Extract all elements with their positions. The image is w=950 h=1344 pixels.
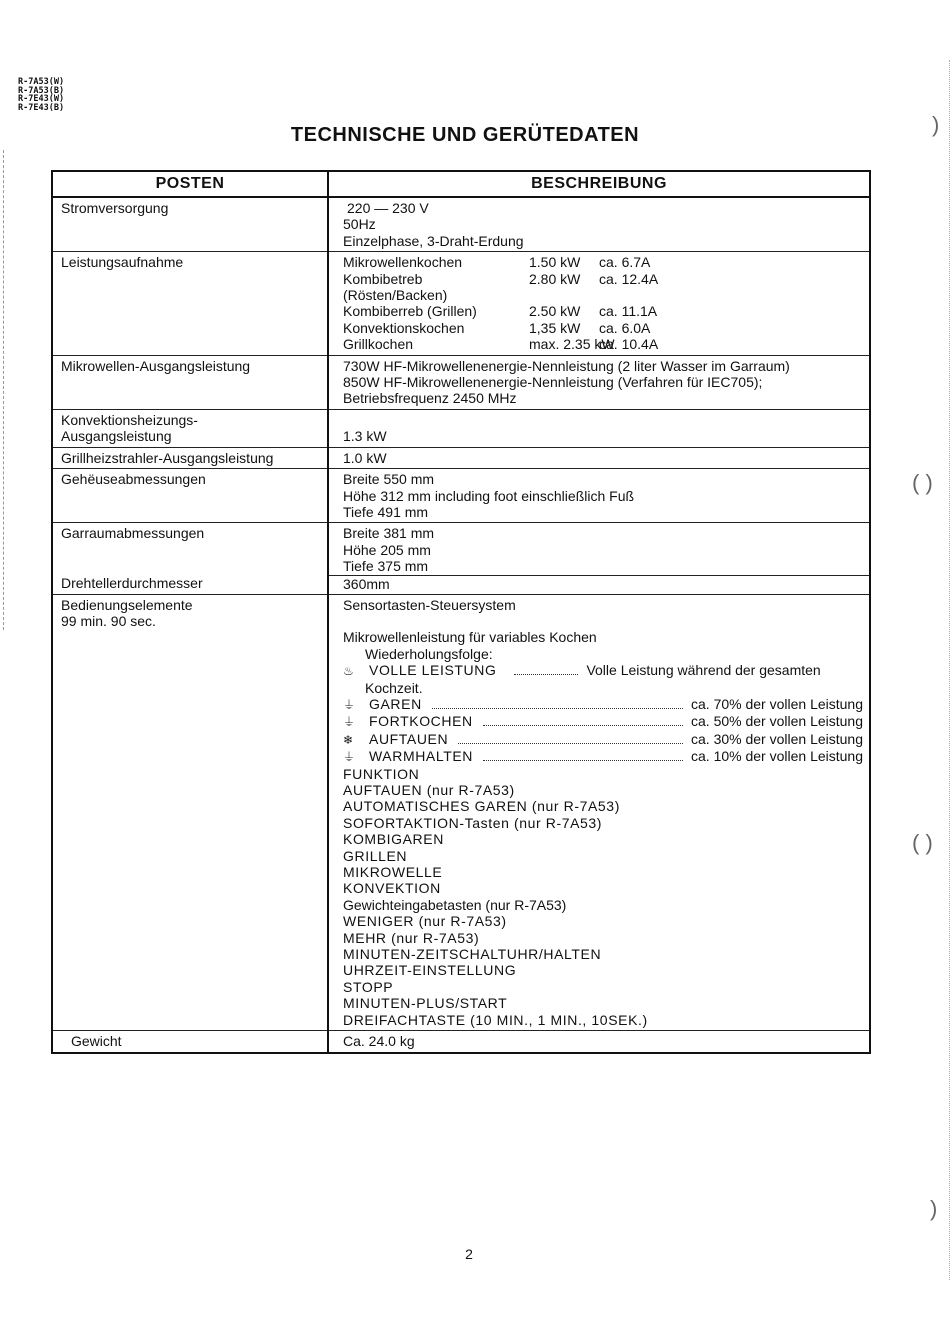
value-line: Mikrowellenleistung für variables Kochen [343,629,597,646]
power-mode: Kombiberreb (Grillen) [343,303,477,320]
row-value [328,197,870,252]
page-number: 2 [465,1246,473,1262]
power-kw: 2.80 kW [529,270,581,287]
power-level [343,713,863,730]
power-kw: 2.50 kW [529,303,581,320]
power-mode: Mikrowellenkochen [343,254,463,271]
level-desc: Volle Leistung während der gesamten [586,662,821,679]
level-desc: ca. 30% der vollen Leistung [691,730,863,747]
function-item: GRILLEN [343,847,408,864]
dot-leader [458,743,683,744]
power-row [343,303,863,319]
function-item: STOPP [343,978,394,995]
label-line: Drehtellerdurchmesser [61,574,203,591]
power-row [343,254,863,270]
spec-table [51,170,871,1054]
level-desc: ca. 50% der vollen Leistung [691,713,863,730]
level-desc: ca. 70% der vollen Leistung [691,695,863,712]
value-line: Breite 550 mm [343,471,435,488]
table-row [52,1031,870,1053]
power-row [343,336,863,352]
scan-edge-marks [943,60,950,1280]
function-item: KOMBIGAREN [343,831,444,848]
label-line: Bedienungselemente [61,596,193,613]
power-row [343,287,863,303]
model-number: R-7A53(B) [18,85,65,96]
label-line: 99 min. 90 sec. [61,613,156,630]
table-row [52,594,870,1030]
function-item: FUNKTION [343,765,420,782]
power-kw: 1.50 kW [529,254,581,271]
value-line: Höhe 312 mm including foot einschließlich Fuß [343,487,635,504]
power-mode: Grillkochen [343,336,414,353]
function-item: DREIFACHTASTE (10 MIN., 1 MIN., 10SEK.) [343,1011,648,1028]
level-label: AUFTAUEN [369,730,449,747]
function-item: AUTOMATISCHES GAREN (nur R-7A53) [343,798,620,815]
power-row [343,271,863,287]
row-label: Mikrowellen-Ausgangsleistung [52,355,328,409]
value-line: 1.3 kW [343,427,387,444]
cook-icon: ⏚ [343,697,356,712]
value-line: Wiederholungsfolge: [365,645,493,662]
value-line: Höhe 205 mm [343,541,431,558]
table-header-row [52,171,870,197]
model-numbers [18,78,64,112]
power-level [343,731,863,748]
value-line: Kochzeit. [365,679,423,696]
scan-artifact: ) [932,112,940,137]
table-row [52,523,870,595]
value-line: 730W HF-Mikrowellenenergie-Nennleistung (2 liter Wasser im Garraum) [343,357,790,374]
full-power-icon: ♨ [343,664,354,679]
model-number: R-7E43(W) [18,94,65,105]
scan-artifact: ) [930,1196,938,1221]
value-line: 50Hz [343,216,376,233]
level-label: GAREN [369,695,422,712]
row-value [328,523,870,595]
value-line: 220 — 230 V [347,200,429,216]
function-item: MEHR (nur R-7A53) [343,929,480,946]
row-label: Gehëuseabmessungen [52,469,328,523]
level-label: VOLLE LEISTUNG [369,662,497,679]
row-label: Gewicht [52,1031,328,1053]
label-line: Ausgangsleistung [61,428,172,445]
simmer-icon: ⏚ [343,715,356,730]
scan-margin-marks [3,150,8,630]
power-amp: ca. 10.4A [599,336,659,353]
power-row [343,320,863,336]
level-label: FORTKOCHEN [369,713,473,730]
value-line: Tiefe 491 mm [343,503,429,520]
power-amp: ca. 6.7A [599,254,651,271]
function-item: AUFTAUEN (nur R-7A53) [343,782,515,798]
function-item: MINUTEN-ZEITSCHALTUHR/HALTEN [343,946,602,963]
row-label: Leistungsaufnahme [52,252,328,355]
row-value [328,252,870,355]
level-label: WARMHALTEN [369,748,473,765]
power-level [343,748,863,765]
power-mode: Kombibetreb [343,270,423,287]
row-label [52,594,328,1030]
power-mode: Konvektionskochen [343,319,465,336]
row-label [52,409,328,447]
model-number: R-7A53(W) [18,77,65,87]
power-kw [529,287,599,303]
table-row [52,409,870,447]
value-line: Sensortasten-Steuersystem [343,596,516,613]
power-amp: ca. 12.4A [599,270,659,287]
row-label: Grillheizstrahler-Ausgangsleistung [52,447,328,468]
table-row [52,447,870,468]
defrost-icon: ❄ [343,732,354,747]
label-line: Garraumabmessungen [61,525,205,542]
row-value [328,469,870,523]
model-number: R-7E43(B) [18,102,65,113]
row-value [328,409,870,447]
table-row [52,252,870,355]
value-line: Einzelphase, 3-Draht-Erdung [343,232,524,249]
table-row [52,355,870,409]
value-line: 850W HF-Mikrowellenenergie-Nennleistung (Verfahren für IEC705); [343,374,763,391]
function-item: MINUTEN-PLUS/START [343,995,508,1012]
function-item: SOFORTAKTION-Tasten (nur R-7A53) [343,814,603,831]
scan-artifact: ( ) [912,470,933,495]
power-amp: ca. 11.1A [599,303,658,320]
value-line: Betriebsfrequenz 2450 MHz [343,390,517,407]
dot-leader [432,708,683,709]
column-header-posten: POSTEN [52,171,328,197]
dot-leader [514,674,578,675]
row-label: Stromversorgung [52,197,328,252]
function-item: WENIGER (nur R-7A53) [343,913,507,930]
power-kw: max. 2.35 kW [529,336,615,353]
row-value: 1.0 kW [328,447,870,468]
table-row [52,469,870,523]
label-line: Konvektionsheizungs- [61,411,198,428]
column-header-beschreibung: BESCHREIBUNG [328,171,870,197]
power-amp [599,287,863,303]
power-amp: ca. 6.0A [599,319,651,336]
value-line: Breite 381 mm [343,525,435,542]
function-item: MIKROWELLE [343,864,443,881]
page-title: TECHNISCHE UND GERÜTEDATEN [290,124,640,146]
dot-leader [483,725,683,726]
row-label [52,523,328,595]
warm-icon: ⏚ [343,750,356,765]
power-mode: (Rösten/Backen) [343,287,448,304]
row-value [328,594,870,1030]
scan-artifact: ( ) [912,830,933,855]
row-value [328,355,870,409]
power-kw: 1,35 kW [529,319,581,336]
dot-leader [483,760,683,761]
table-row [52,197,870,252]
power-level-volle [343,662,863,679]
value-line: 360mm [329,575,869,592]
row-value: Ca. 24.0 kg [328,1031,870,1053]
function-item: Gewichteingabetasten (nur R-7A53) [343,896,567,913]
function-item: KONVEKTION [343,880,441,897]
value-line: Tiefe 375 mm [343,558,429,575]
function-item: UHRZEIT-EINSTELLUNG [343,962,517,979]
level-desc: ca. 10% der vollen Leistung [691,748,863,765]
power-level [343,696,863,713]
